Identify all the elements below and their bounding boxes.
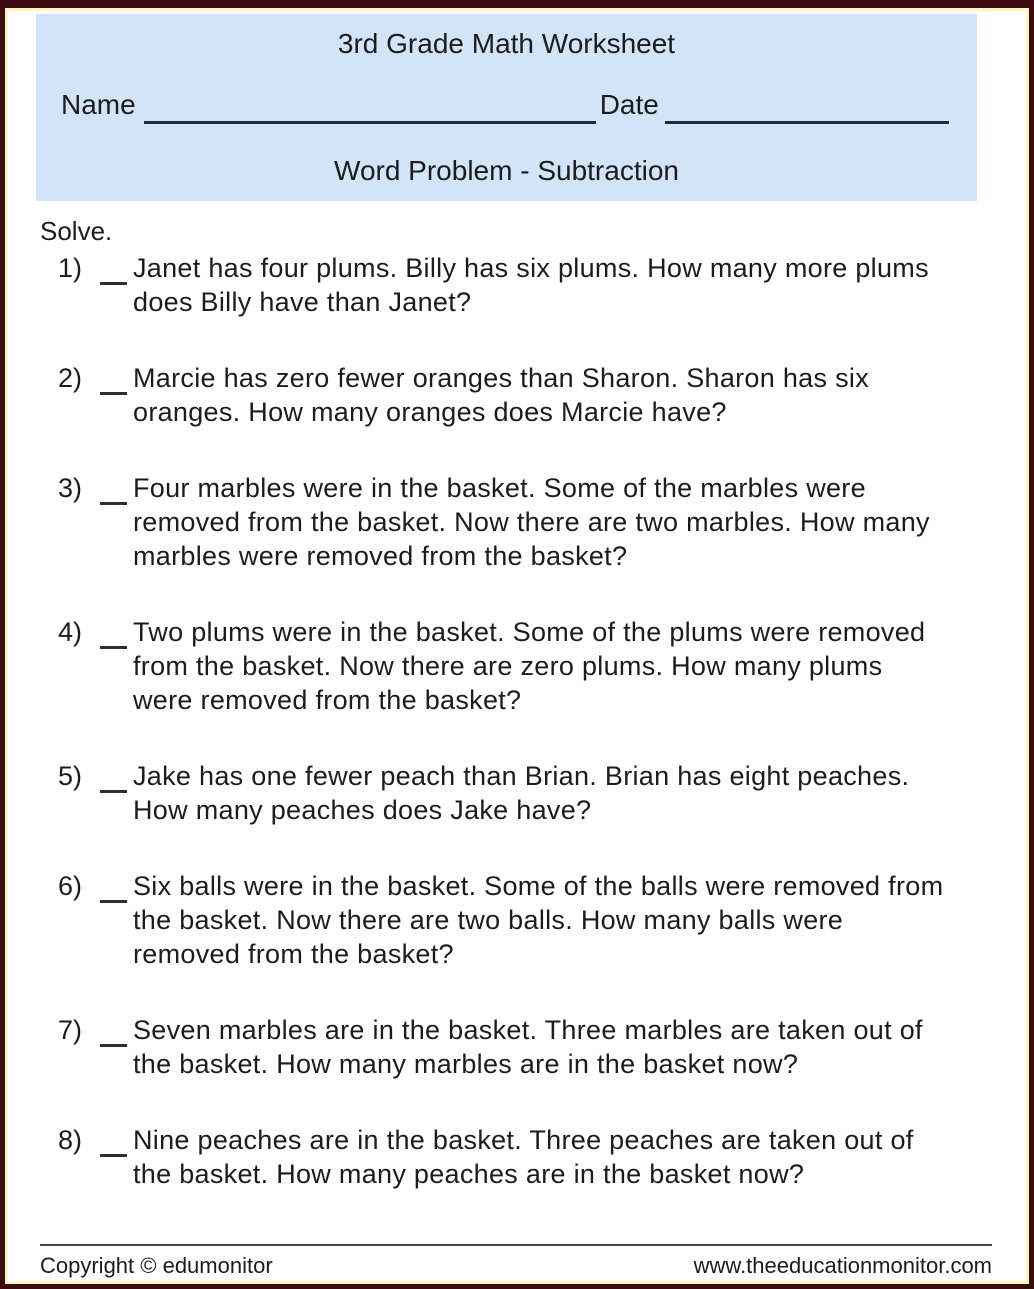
problem-row [58,471,992,573]
problem-number: 7) [58,1015,83,1045]
problem-row [58,251,992,319]
footer [40,1244,992,1279]
problems-section [40,214,992,1233]
worksheet-subtitle: Word Problem - Subtraction [334,155,679,186]
problem-number: 8) [58,1125,83,1155]
answer-blank [100,361,127,395]
problem-text: Marcie has zero fewer oranges than Sharon. Sharon has six oranges. How many oranges does Marcie have? [133,363,869,427]
problem-row [58,1013,992,1081]
problem-row [58,759,992,827]
problem-number: 6) [58,871,83,901]
answer-blank [100,1013,127,1047]
answer-blank [100,471,127,505]
name-blank-line [144,121,596,124]
answer-blank [100,615,127,649]
problem-row [58,1123,992,1191]
instruction-label: Solve. [40,216,113,246]
answer-blank [100,251,127,285]
problem-number: 3) [58,473,83,503]
problem-list [40,251,992,1191]
problem-text: Six balls were in the basket. Some of the balls were removed from the basket. Now there are two balls. How many balls were removed from the basket? [133,871,944,969]
problem-text: Four marbles were in the basket. Some of the marbles were removed from the basket. Now there are two marbles. How many marbles were removed from the basket? [133,473,930,571]
date-label: Date [599,89,659,120]
problem-text: Janet has four plums. Billy has six plums. How many more plums does Billy have than Janet? [133,253,929,317]
copyright-text: Copyright © edumonitor [40,1253,273,1278]
answer-blank [100,869,127,903]
worksheet-title: 3rd Grade Math Worksheet [337,28,676,59]
answer-blank [100,1123,127,1157]
date-blank-line [665,121,949,124]
name-date-row [61,86,953,124]
problem-row [58,361,992,429]
problem-text: Two plums were in the basket. Some of the plums were removed from the basket. Now there are zero plums. How many plums were removed from the basket? [133,617,926,715]
problem-row [58,615,992,717]
problem-text: Seven marbles are in the basket. Three marbles are taken out of the basket. How many marbles are in the basket now? [133,1015,923,1079]
problem-number: 2) [58,363,83,393]
problem-number: 1) [58,253,83,283]
name-label: Name [61,89,136,120]
problem-number: 5) [58,761,83,791]
problem-number: 4) [58,617,83,647]
problem-text: Jake has one fewer peach than Brian. Brian has eight peaches. How many peaches does Jake have? [133,761,910,825]
header-panel [36,14,977,201]
problem-row [58,869,992,971]
website-text: www.theeducationmonitor.com [693,1253,992,1278]
worksheet-page [8,11,1026,1281]
answer-blank [100,759,127,793]
problem-text: Nine peaches are in the basket. Three peaches are taken out of the basket. How many peaches are in the basket now? [133,1125,914,1189]
